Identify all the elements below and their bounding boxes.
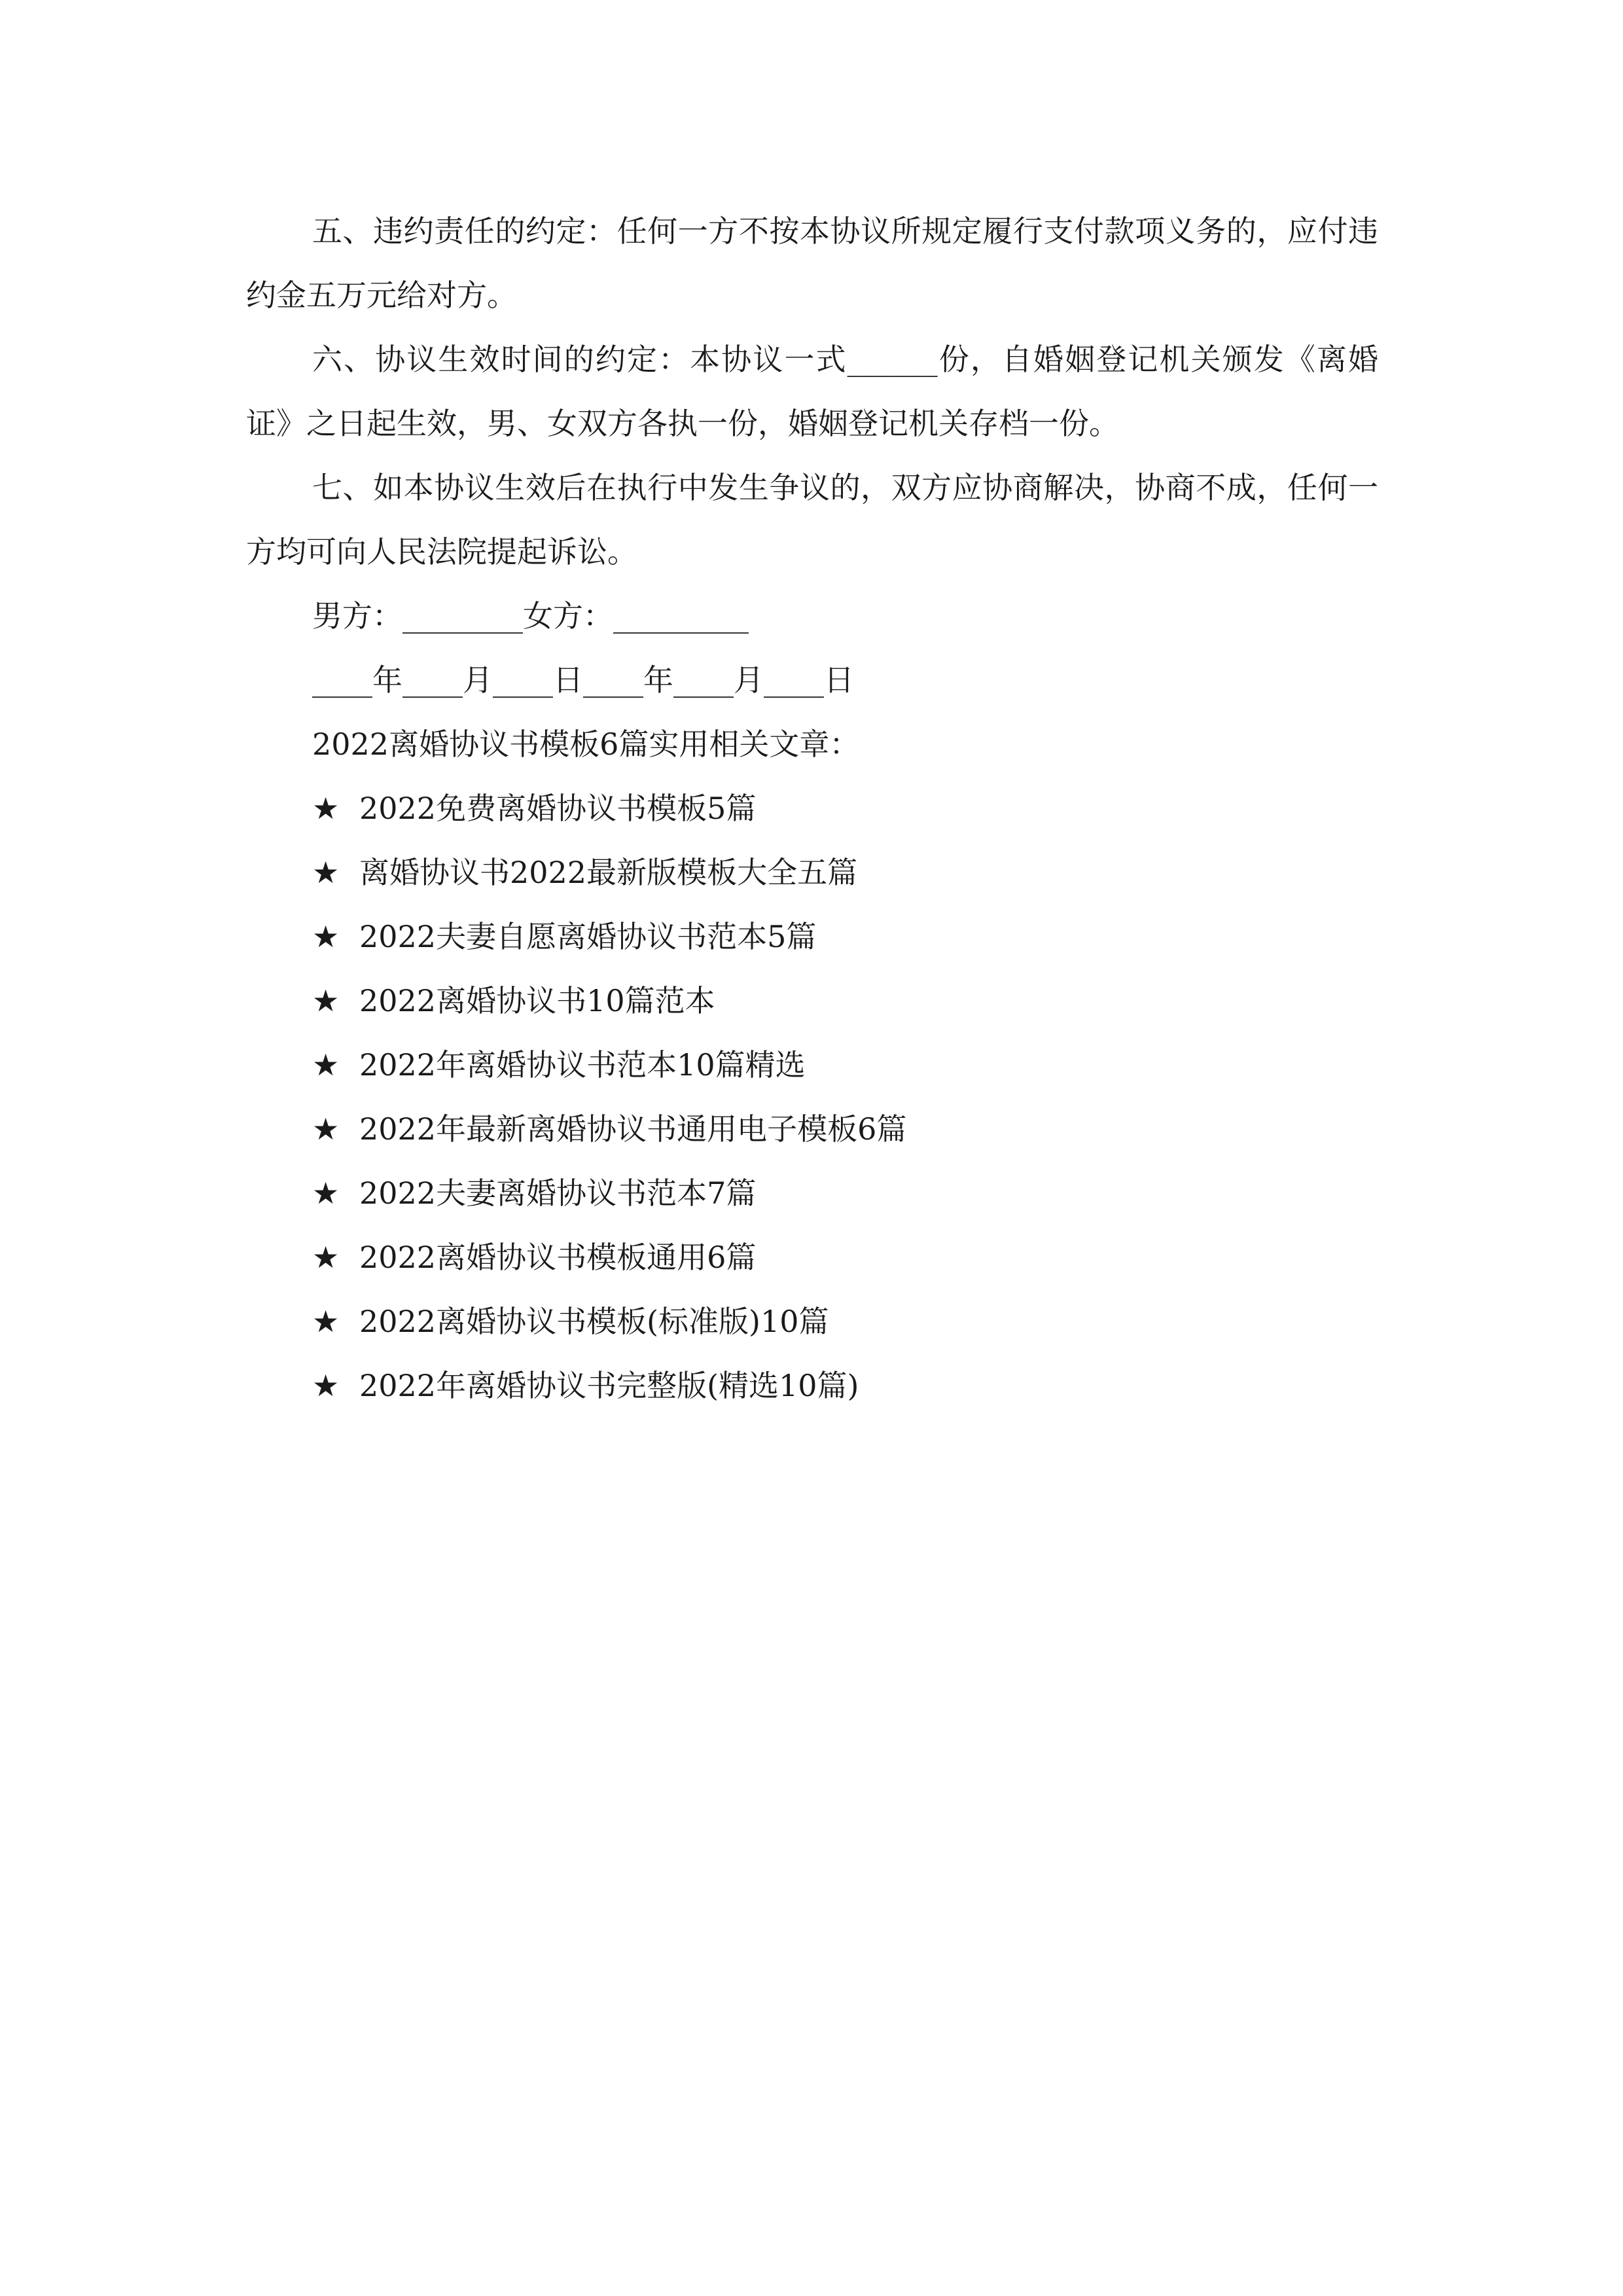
related-article-link[interactable]: ★ 2022年离婚协议书范本10篇精选 xyxy=(246,1033,1378,1097)
star-icon: ★ xyxy=(312,1111,340,1147)
star-icon: ★ xyxy=(312,1175,340,1211)
related-article-link[interactable]: ★ 2022夫妻离婚协议书范本7篇 xyxy=(246,1161,1378,1225)
related-article-link[interactable]: ★ 2022离婚协议书10篇范本 xyxy=(246,969,1378,1033)
star-icon: ★ xyxy=(312,791,340,826)
star-icon: ★ xyxy=(312,919,340,954)
star-icon: ★ xyxy=(312,855,340,890)
signature-line: 男方：________女方：_________ xyxy=(312,598,749,634)
related-article-link[interactable]: ★ 2022免费离婚协议书模板5篇 xyxy=(246,776,1378,840)
date-line: ____年____月____日____年____月____日 xyxy=(312,662,854,698)
related-articles-heading: 2022离婚协议书模板6篇实用相关文章： xyxy=(312,726,860,762)
star-icon: ★ xyxy=(312,1240,340,1275)
star-icon: ★ xyxy=(312,1368,340,1403)
clause-breach-liability: 五、违约责任的约定：任何一方不按本协议所规定履行支付款项义务的，应付违约金五万元给对方。 xyxy=(246,213,1378,313)
related-articles-list xyxy=(246,776,1378,1418)
related-article-link[interactable]: ★ 2022年离婚协议书完整版(精选10篇) xyxy=(246,1354,1378,1418)
related-article-link[interactable]: ★ 离婚协议书2022最新版模板大全五篇 xyxy=(246,840,1378,905)
star-icon: ★ xyxy=(312,983,340,1018)
star-icon: ★ xyxy=(312,1047,340,1083)
clause-dispute-resolution: 七、如本协议生效后在执行中发生争议的，双方应协商解决，协商不成，任何一方均可向人民法院提起诉讼。 xyxy=(246,470,1378,569)
related-article-link[interactable]: ★ 2022年最新离婚协议书通用电子模板6篇 xyxy=(246,1097,1378,1161)
related-article-link[interactable]: ★ 2022离婚协议书模板(标准版)10篇 xyxy=(246,1289,1378,1354)
related-article-link[interactable]: ★ 2022离婚协议书模板通用6篇 xyxy=(246,1225,1378,1289)
star-icon: ★ xyxy=(312,1304,340,1339)
clause-effective-time: 六、协议生效时间的约定：本协议一式______份，自婚姻登记机关颁发《离婚证》之日起生效，男、女双方各执一份，婚姻登记机关存档一份。 xyxy=(246,342,1378,441)
related-article-link[interactable]: ★ 2022夫妻自愿离婚协议书范本5篇 xyxy=(246,905,1378,969)
document-body xyxy=(246,199,1378,1418)
